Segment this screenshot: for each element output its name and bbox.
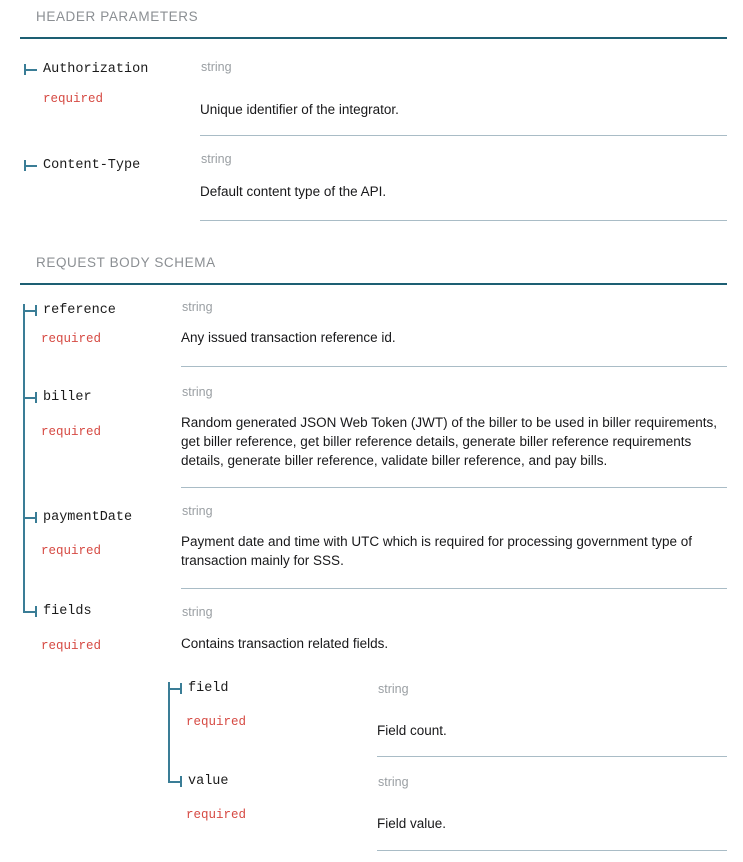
schema-property-name: value [188,774,229,789]
nested-tree-spine [168,682,170,782]
schema-property-description: Field count. [377,723,447,738]
schema-property-name: reference [43,303,116,318]
parameter-description: Unique identifier of the integrator. [200,102,399,117]
tree-branch-icon [24,69,37,71]
parameter-type: string [201,60,232,74]
row-divider [181,588,727,589]
schema-property-description: Random generated JSON Web Token (JWT) of the biller to be used in biller requirements, get biller reference, get biller reference details, generate biller reference requirements details, generate biller reference, validate biller reference, and pay bills. [181,415,718,468]
tree-branch-cap-icon [35,305,37,316]
tree-branch-cap-icon [180,776,182,787]
parameter-name: Content-Type [43,158,141,173]
schema-property-type: string [378,775,409,789]
schema-property-name: fields [43,604,92,619]
tree-branch-cap-icon [35,512,37,523]
schema-property-description: Any issued transaction reference id. [181,330,396,345]
section-rule-request-body-schema [20,283,727,285]
schema-property-required-badge: required [41,639,102,653]
schema-property-required-badge: required [186,808,247,822]
section-rule-header-parameters [20,37,727,39]
row-divider [200,220,727,221]
section-title-request-body-schema: REQUEST BODY SCHEMA [36,255,216,270]
schema-property-type: string [182,504,213,518]
row-divider [181,487,727,488]
schema-property-required-badge: required [186,715,247,729]
schema-property-description: Field value. [377,816,447,831]
parameter-type: string [201,152,232,166]
row-divider [377,756,727,757]
tree-branch-cap-icon [35,392,37,403]
schema-property-description: Contains transaction related fields. [181,636,389,651]
schema-property-name: biller [43,390,92,405]
schema-property-type: string [182,385,213,399]
tree-branch-cap-icon [35,606,37,617]
schema-property-name: paymentDate [43,510,133,525]
parameter-name: Authorization [43,62,149,77]
row-divider [200,135,727,136]
schema-property-required-badge: required [41,425,102,439]
parameter-description: Default content type of the API. [200,184,387,199]
tree-branch-cap-icon [24,160,26,171]
row-divider [377,850,727,851]
section-title-header-parameters: HEADER PARAMETERS [36,9,199,24]
schema-property-type: string [378,682,409,696]
tree-spine [23,304,25,612]
schema-property-description: Payment date and time with UTC which is required for processing government type of transaction mainly for SSS. [181,534,692,568]
tree-branch-cap-icon [24,64,26,75]
tree-branch-icon [24,165,37,167]
schema-property-type: string [182,605,213,619]
schema-property-required-badge: required [41,332,102,346]
schema-property-type: string [182,300,213,314]
schema-property-required-badge: required [41,544,102,558]
tree-branch-cap-icon [180,683,182,694]
parameter-required-badge: required [43,92,104,106]
schema-property-name: field [188,681,229,696]
row-divider [181,366,727,367]
